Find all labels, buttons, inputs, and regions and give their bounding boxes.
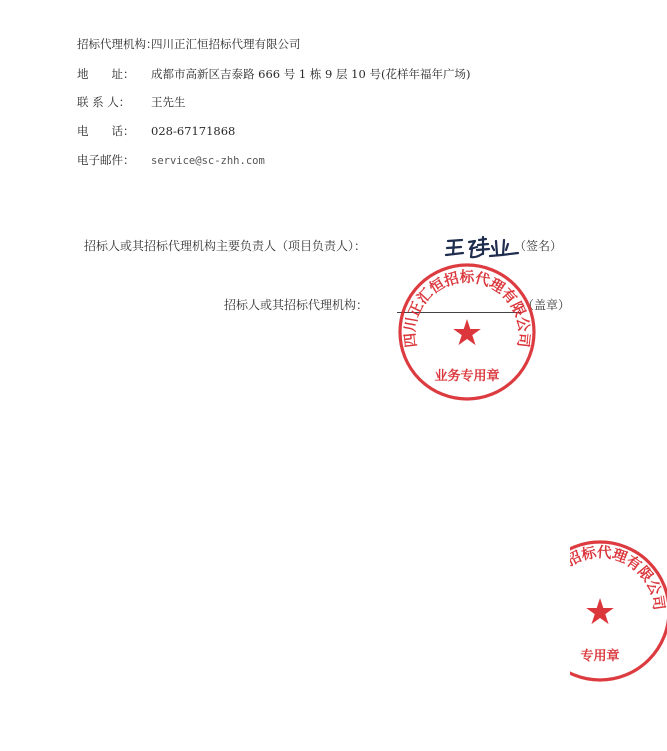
address-value: 成都市高新区吉泰路 666 号 1 栋 9 层 10 号(花样年福年广场) [151,67,471,81]
principal-signature-suffix: （签名） [514,239,563,253]
partial-seal-bottom-text: 专用章 [580,649,620,664]
partial-seal-ring-text: 招标代理有限公司 [564,544,667,612]
contact-value: 王先生 [151,95,186,109]
agency-seal-suffix: （盖章） [522,298,571,312]
address-row [77,64,470,84]
seal-ring-text: 四川正汇恒招标代理有限公司 [402,270,532,349]
partial-seal [564,538,667,684]
contact-row [77,92,186,112]
official-seal [397,262,537,402]
seal-bottom-text: 业务专用章 [434,369,500,384]
seal-star-icon: ★ [450,313,484,354]
email-row [77,150,265,170]
handwritten-signature [442,232,522,264]
phone-value: 028-67171868 [151,124,236,138]
email-label: 电子邮件： [77,153,135,167]
contact-label: 联 系 人： [77,95,131,109]
phone-label: 电 话： [77,124,135,138]
agency-row [77,34,301,54]
address-label: 地 址： [77,67,135,81]
agency-seal-label: 招标人或其招标代理机构： [224,298,369,312]
partial-seal-star-icon: ★ [583,592,617,633]
email-value: service@sc-zhh.com [151,155,265,167]
principal-signature-label: 招标人或其招标代理机构主要负责人（项目负责人）： [84,239,367,253]
phone-row [77,121,235,141]
agency-label: 招标代理机构： [77,37,158,51]
agency-value: 四川正汇恒招标代理有限公司 [151,37,301,51]
